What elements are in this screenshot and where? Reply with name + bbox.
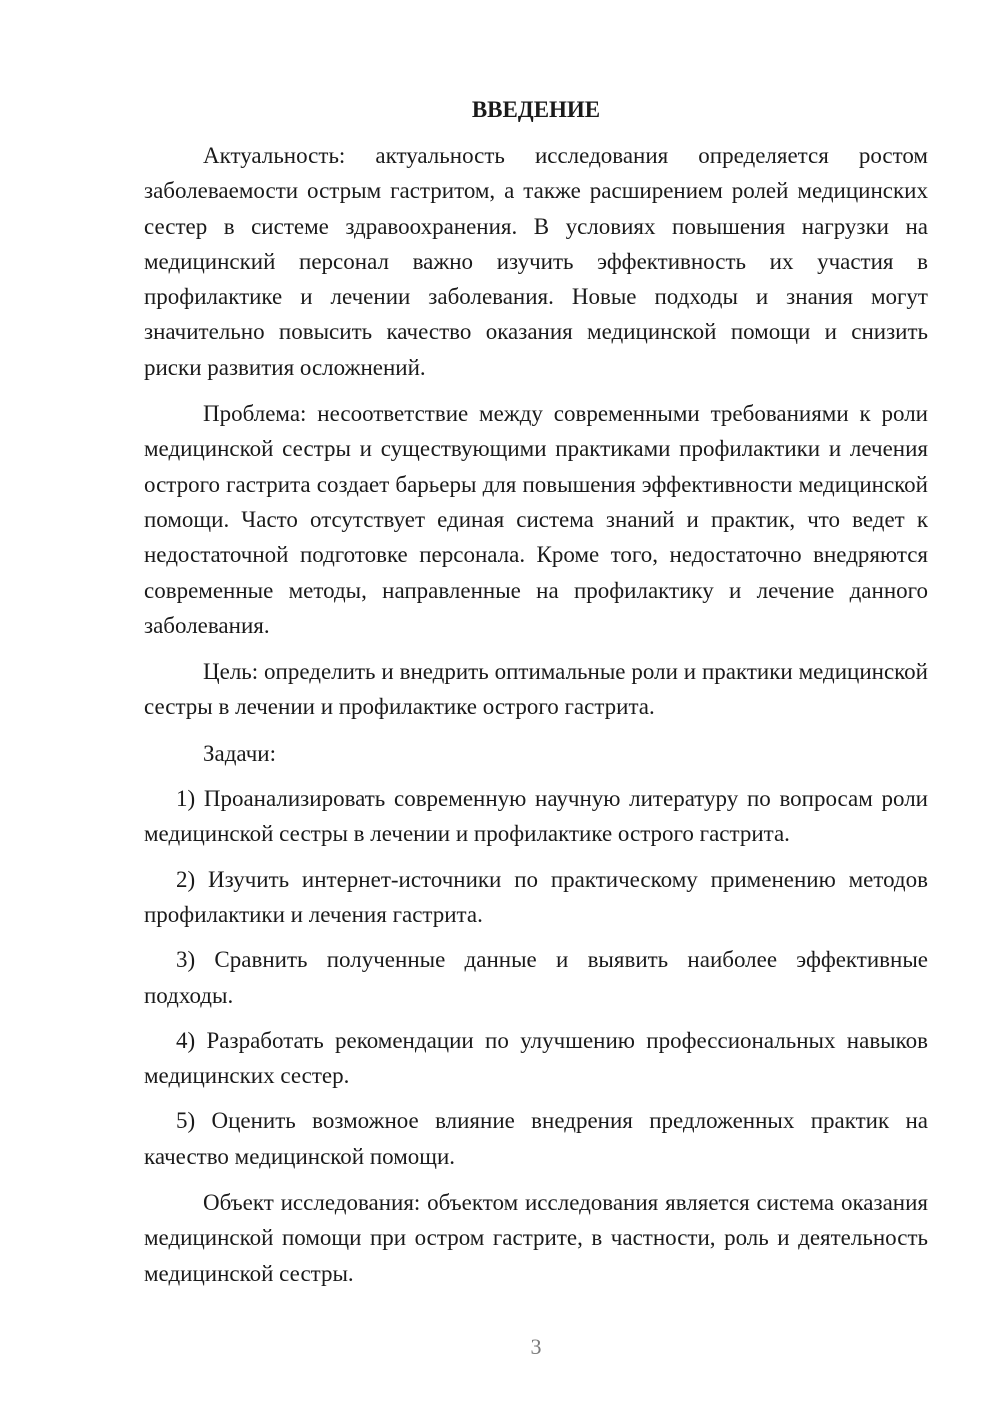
page-number: 3 [530,1334,542,1359]
document-page [144,92,928,1291]
tasks-list [144,781,928,1174]
problem-paragraph: Проблема: несоответствие между современными требованиями к роли медицинской сестры и существующими практиками профилактики и лечения острого гастрита создает барьеры для повышения эффективности медицинской помощи. Часто отсутствует единая система знаний и практик, что ведет к недостаточной подготовке персонала. Кроме того, недостаточно внедряются современные методы, направленные на профилактику и лечение данного заболевания. [144,401,928,638]
task-item: 5) Оценить возможное влияние внедрения предложенных практик на качество медицинской помощи. [144,1108,928,1169]
relevance-paragraph: Актуальность: актуальность исследования определяется ростом заболеваемости острым гастритом, а также расширением ролей медицинских сестер в системе здравоохранения. В условиях повышения нагрузки на медицинский персонал важно изучить эффективность их участия в профилактике и лечении заболевания. Новые подходы и знания могут значительно повысить качество оказания медицинской помощи и снизить риски развития осложнений. [144,143,928,380]
task-item: 2) Изучить интернет-источники по практическому применению методов профилактики и лечения гастрита. [144,866,928,927]
task-item: 4) Разработать рекомендации по улучшению профессиональных навыков медицинских сестер. [144,1027,928,1089]
task-item: 3) Сравнить полученные данные и выявить наиболее эффективные подходы. [144,947,928,1008]
goal-paragraph: Цель: определить и внедрить оптимальные роли и практики медицинской сестры в лечении и профилактике острого гастрита. [144,659,928,720]
object-paragraph: Объект исследования: объектом исследования является система оказания медицинской помощи при остром гастрите, в частности, роль и деятельность медицинской сестры. [144,1190,928,1286]
section-heading: ВВЕДЕНИЕ [471,97,601,122]
tasks-label: Задачи: [203,740,276,766]
task-item: 1) Проанализировать современную научную литературу по вопросам роли медицинской сестры в лечении и профилактике острого гастрита. [144,786,928,847]
